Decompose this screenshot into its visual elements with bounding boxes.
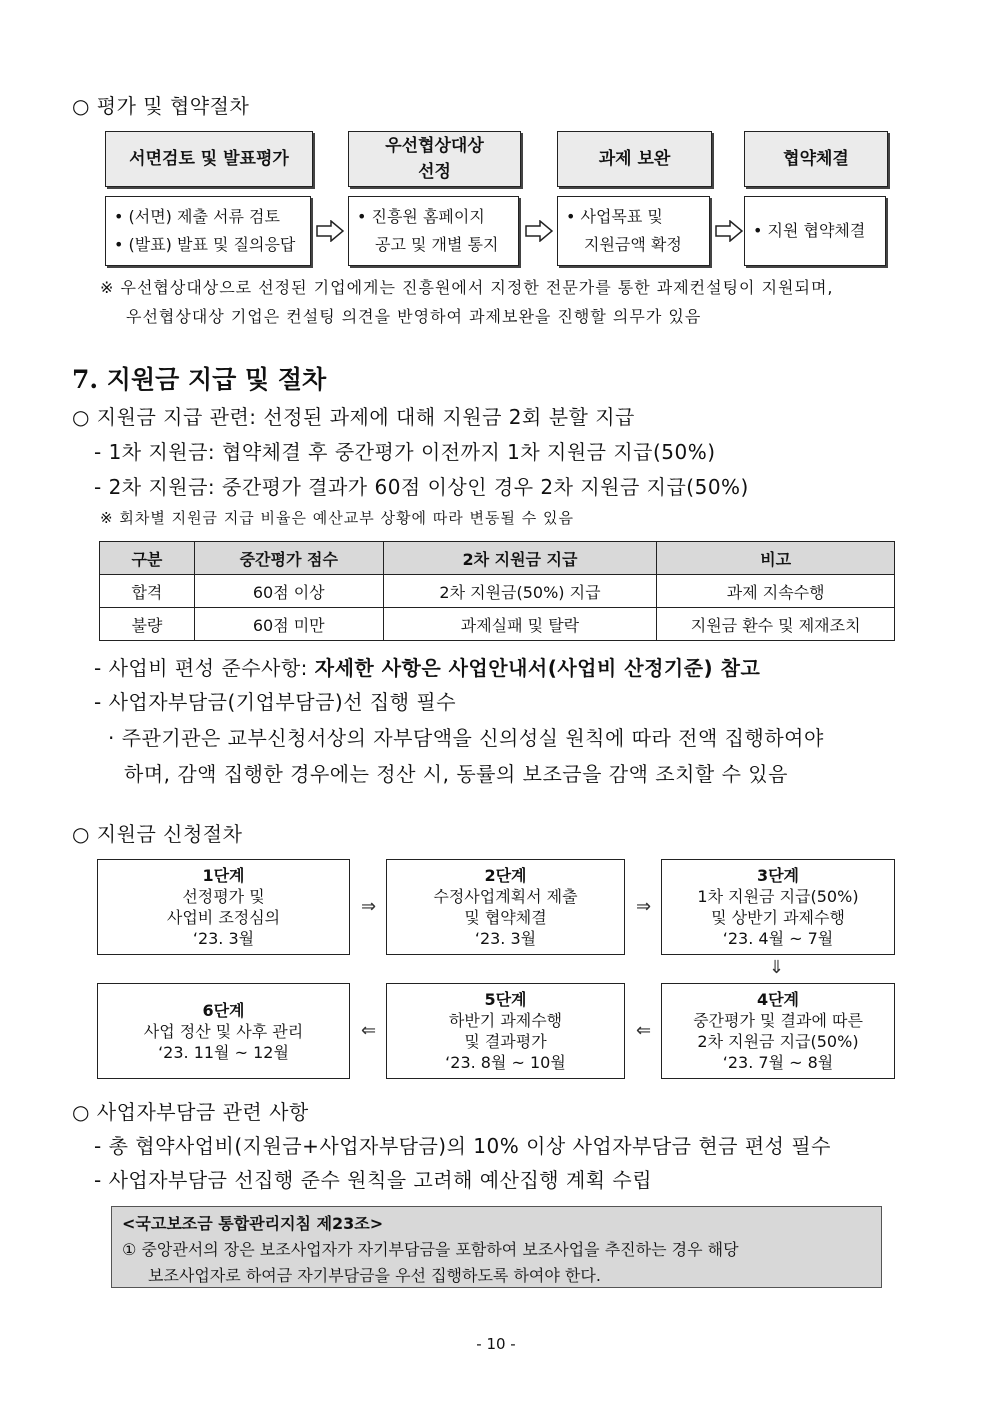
section7-dash3 [94, 652, 760, 681]
eval-step-1-title: 서면검토 및 발표평가 [129, 149, 289, 169]
support-table [99, 541, 895, 641]
stage-2-line: 수정사업계획서 제출 [433, 887, 578, 906]
stage-1-title: 1단계 [202, 866, 245, 885]
stage-3-line: 및 상반기 과제수행 [711, 908, 845, 927]
eval-step-3-title: 과제 보완 [598, 149, 671, 169]
self-dash1: - 총 협약사업비(지원금+사업자부담금)의 10% 이상 사업자부담금 현금 편성 필수 [94, 1134, 831, 1158]
eval-detail-1-line2: • (발표) 발표 및 질의응답 [114, 235, 296, 254]
eval-heading: ○ 평가 및 협약절차 [72, 94, 250, 118]
rule-box [111, 1206, 882, 1288]
arrow-right-icon: ⇒ [636, 896, 652, 917]
stage-1-line: 선정평가 및 [182, 887, 265, 906]
stage-3-box [661, 859, 895, 955]
eval-step-3 [557, 131, 712, 187]
table-cell: 과제실패 및 탈락 [383, 608, 657, 641]
self-heading: ○ 사업자부담금 관련 사항 [72, 1100, 309, 1124]
page-number: - 10 - [476, 1335, 516, 1353]
stage-6-box [97, 983, 350, 1079]
section7-dash3-prefix: - 사업비 편성 준수사항: [94, 656, 315, 680]
table-row [100, 608, 895, 641]
stage-6-line: ‘23. 11월 ~ 12월 [158, 1042, 289, 1062]
eval-note-line1: ※ 우선협상대상으로 선정된 기업에게는 진흥원에서 지정한 전문가를 통한 과제컨설팅이 지원되며, [100, 278, 834, 297]
eval-step-1 [105, 131, 313, 187]
rule-line1: ① 중앙관서의 장은 보조사업자가 자기부담금을 포함하여 보조사업을 추진하는 경우 해당 [122, 1240, 739, 1259]
stage-4-line: 2차 지원금 지급(50%) [697, 1032, 859, 1051]
rule-title: <국고보조금 통합관리지침 제23조> [122, 1214, 384, 1233]
stage-5-title: 5단계 [484, 990, 527, 1009]
eval-detail-3 [557, 196, 710, 266]
stage-4-line: 중간평가 및 결과에 따른 [693, 1011, 863, 1030]
rule-line2: 보조사업자로 하여금 자기부담금을 우선 집행하도록 하여야 한다. [148, 1266, 601, 1285]
stage-5-line: 및 결과평가 [464, 1032, 547, 1051]
stage-2-box [386, 859, 625, 955]
eval-step-2 [348, 131, 521, 187]
section7-dash3-bold: 자세한 사항은 사업안내서(사업비 산정기준) 참고 [314, 656, 761, 680]
table-header-cell: 구분 [100, 542, 195, 575]
stage-6-title: 6단계 [202, 1000, 245, 1020]
stage-6-line: 사업 정산 및 사후 관리 [143, 1021, 304, 1041]
eval-detail-2 [348, 196, 519, 266]
table-header-cell: 2차 지원금 지급 [383, 542, 657, 575]
stage-3-line: ‘23. 4월 ~ 7월 [722, 929, 834, 948]
eval-detail-3-line1: • 사업목표 및 [566, 207, 663, 226]
stage-4-box [661, 983, 895, 1079]
stage-5-line: ‘23. 8월 ~ 10월 [445, 1053, 566, 1072]
eval-detail-4-line1: • 지원 협약체결 [753, 221, 866, 240]
table-cell: 합격 [100, 575, 195, 608]
stage-3-title: 3단계 [756, 866, 800, 885]
eval-detail-2-line2: 공고 및 개별 통지 [375, 235, 499, 254]
stage-5-box [386, 983, 625, 1079]
arrow-down-icon: ⇓ [769, 957, 785, 978]
stage-4-line: ‘23. 7월 ~ 8월 [722, 1053, 834, 1072]
section7-dot-line1: · 주관기관은 교부신청서상의 자부담액을 신의성실 원칙에 따라 전액 집행하여야 [108, 726, 824, 750]
stage-4-title: 4단계 [756, 990, 800, 1009]
hollow-arrow-right-icon [715, 220, 743, 242]
eval-note-line2: 우선협상대상 기업은 컨설팅 의견을 반영하여 과제보완을 진행할 의무가 있음 [126, 307, 702, 326]
section7-dash4: - 사업자부담금(기업부담금)선 집행 필수 [94, 690, 457, 714]
eval-detail-1 [105, 196, 311, 266]
self-dash2: - 사업자부담금 선집행 준수 원칙을 고려해 예산집행 계획 수립 [94, 1168, 653, 1192]
section7-title: 7. 지원금 지급 및 절차 [72, 365, 327, 394]
table-cell: 지원금 환수 및 제재조치 [657, 608, 895, 641]
stage-2-title: 2단계 [484, 866, 527, 885]
eval-detail-2-line1: • 진흥원 홈페이지 [357, 207, 485, 226]
section7-note: ※ 회차별 지원금 지급 비율은 예산교부 상황에 따라 변동될 수 있음 [100, 509, 574, 527]
table-cell: 불량 [100, 608, 195, 641]
arrow-left-icon: ⇐ [636, 1020, 652, 1041]
eval-detail-1-line1: • (서면) 제출 서류 검토 [114, 207, 280, 226]
table-header-row [100, 542, 895, 575]
hollow-arrow-right-icon [316, 220, 344, 242]
section7-dot-line2: 하며, 감액 집행한 경우에는 정산 시, 동률의 보조금을 감액 조치할 수 있음 [124, 762, 788, 786]
stage-2-line: ‘23. 3월 [474, 929, 537, 948]
stage-1-line: 사업비 조정심의 [166, 908, 281, 927]
arrow-left-icon: ⇐ [361, 1020, 377, 1041]
stage-5-line: 하반기 과제수행 [448, 1011, 563, 1030]
table-header-cell: 중간평가 점수 [194, 542, 383, 575]
section7-dash2: - 2차 지원금: 중간평가 결과가 60점 이상인 경우 2차 지원금 지급(50%) [94, 475, 749, 499]
table-cell: 과제 지속수행 [657, 575, 895, 608]
arrow-right-icon: ⇒ [361, 896, 377, 917]
stage-1-box [97, 859, 350, 955]
eval-step-2-title-line2: 선정 [418, 162, 451, 182]
stage-2-line: 및 협약체결 [464, 908, 547, 927]
stage-1-line: ‘23. 3월 [192, 929, 255, 948]
eval-detail-3-line2: 지원금액 확정 [584, 235, 682, 254]
table-header-cell: 비고 [657, 542, 895, 575]
stage-3-line: 1차 지원금 지급(50%) [697, 887, 859, 906]
section7-dash1: - 1차 지원금: 협약체결 후 중간평가 이전까지 1차 지원금 지급(50%) [94, 440, 716, 464]
eval-detail-4 [744, 196, 886, 266]
table-row [100, 575, 895, 608]
apply-heading: ○ 지원금 신청절차 [72, 822, 243, 846]
eval-step-4-title: 협약체결 [783, 149, 849, 169]
eval-step-4 [744, 131, 888, 187]
eval-step-2-title-line1: 우선협상대상 [385, 136, 484, 156]
hollow-arrow-right-icon [525, 220, 553, 242]
table-cell: 60점 미만 [194, 608, 383, 641]
section7-bullet1: ○ 지원금 지급 관련: 선정된 과제에 대해 지원금 2회 분할 지급 [72, 405, 635, 429]
table-cell: 2차 지원금(50%) 지급 [383, 575, 657, 608]
table-cell: 60점 이상 [194, 575, 383, 608]
